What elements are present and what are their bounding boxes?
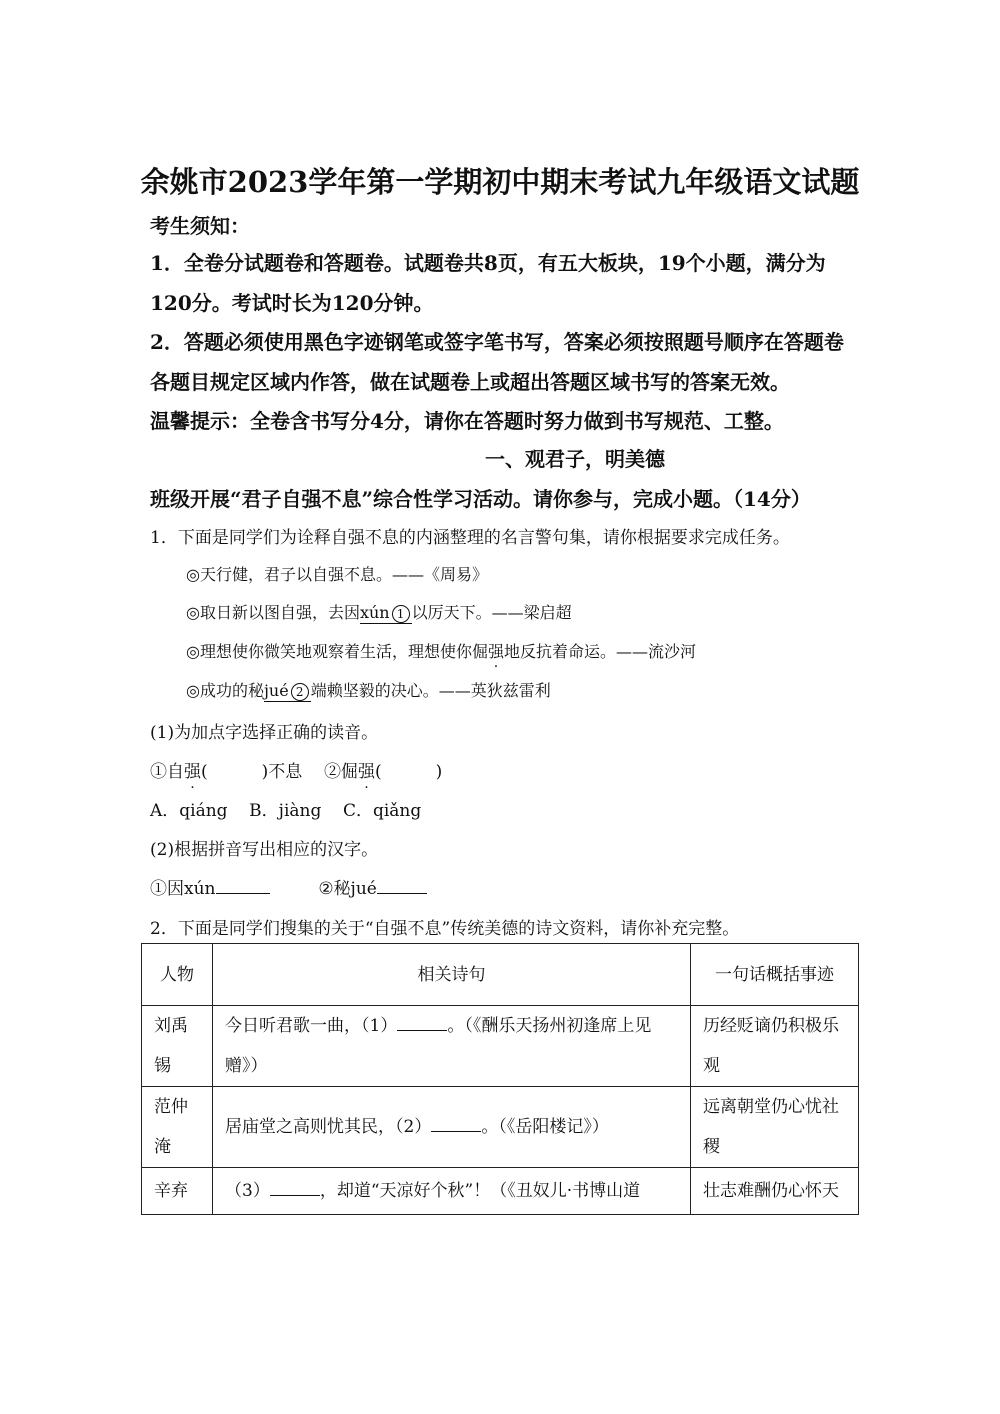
table-row	[142, 1006, 859, 1087]
poem-blank-3[interactable]	[270, 1195, 320, 1196]
summary-cell: 远离朝堂仍心忧社稷	[691, 1087, 859, 1168]
answer-blank-1[interactable]: ( )不息	[201, 762, 303, 782]
poem-text-end: 。（《岳阳楼记》）	[481, 1117, 609, 1137]
header-poem: 相关诗句	[213, 944, 691, 1006]
header-person: 人物	[142, 944, 213, 1006]
dotted-char-qiang-2: 强	[357, 762, 375, 782]
header-summary: 一句话概括事迹	[691, 944, 859, 1006]
blank-number-1: 1	[392, 605, 410, 623]
pinyin-jue: jué	[263, 681, 289, 700]
poem-cell	[213, 1087, 691, 1168]
person-cell: 刘禹锡	[142, 1006, 213, 1087]
q1-fill	[150, 874, 427, 899]
quote-3	[186, 639, 696, 662]
fill-label-xun: ①因xún	[150, 879, 216, 899]
quote-4-start: ◎成功的秘	[186, 681, 264, 700]
quote-2-start: ◎取日新以图自强，去因	[186, 603, 360, 622]
quote-2-end: 以厉天下。——梁启超	[411, 603, 572, 622]
exam-title: 余姚市2023学年第一学期初中期末考试九年级语文试题	[140, 165, 860, 199]
table-row	[142, 1087, 859, 1168]
q1-options: A．qiáng B．jiàng C．qiǎng	[150, 801, 422, 821]
quote-4-end: 端赖坚毅的决心。——英狄兹雷利	[310, 681, 551, 700]
quote-2	[186, 600, 572, 624]
notice-line-3: 2．答题必须使用黑色字迹钢笔或签字笔书写，答案必须按照题号顺序在答题卷	[150, 330, 844, 354]
table-header-row	[142, 944, 859, 1006]
fill-blank-jue[interactable]	[377, 893, 427, 894]
poem-blank-1[interactable]	[397, 1030, 447, 1031]
notice-tip: 温馨提示：全卷含书写分4分，请你在答题时努力做到书写规范、工整。	[150, 409, 784, 433]
summary-cell: 壮志难酬仍心怀天	[691, 1168, 859, 1215]
fill-label-jue: ②秘jué	[318, 879, 377, 899]
summary-cell: 历经贬谪仍积极乐观	[691, 1006, 859, 1087]
dotted-char-jiang: 强	[487, 642, 504, 661]
poem-text-end: ，却道“天凉好个秋”！（《丑奴儿·书博山道	[319, 1181, 641, 1201]
blank-number-2: 2	[291, 683, 309, 701]
poem-cell	[213, 1168, 691, 1215]
table-row	[142, 1168, 859, 1215]
text-jue: ②倔	[323, 762, 358, 782]
poem-blank-2[interactable]	[431, 1131, 481, 1132]
pinyin-xun: xún	[359, 603, 390, 622]
notice-line-4: 各题目规定区域内作答，做在试题卷上或超出答题区域书写的答案无效。	[150, 370, 790, 394]
poem-table	[141, 943, 859, 1215]
notice-line-2: 120分。考试时长为120分钟。	[150, 291, 434, 315]
person-cell: 范仲淹	[142, 1087, 213, 1168]
poem-text-start: 居庙堂之高则忧其民，（2）	[225, 1117, 432, 1137]
poem-cell	[213, 1006, 691, 1087]
q1-sub2: (2)根据拼音写出相应的汉字。	[150, 840, 379, 860]
notice-heading: 考生须知：	[150, 214, 250, 238]
dotted-char-qiang-1: 强	[184, 762, 201, 782]
blank-1	[360, 603, 412, 624]
q2-stem: 2．下面是同学们搜集的关于“自强不息”传统美德的诗文资料，请你补充完整。	[150, 919, 740, 939]
poem-text-start: （3）	[225, 1181, 270, 1201]
notice-line-1: 1．全卷分试题卷和答题卷。试题卷共8页，有五大板块，19个小题，满分为	[150, 251, 826, 275]
q1-stem: 1．下面是同学们为诠释自强不息的内涵整理的名言警句集，请你根据要求完成任务。	[150, 528, 790, 548]
q1-sub1-blanks	[150, 757, 442, 782]
section-heading: 一、观君子，明美德	[485, 447, 665, 471]
quote-3-start: ◎理想使你微笑地观察着生活，理想使你倔	[186, 642, 488, 661]
fill-blank-xun[interactable]	[216, 893, 270, 894]
q1-sub1: (1)为加点字选择正确的读音。	[150, 723, 379, 743]
person-cell: 辛弃	[142, 1168, 213, 1215]
answer-blank-2[interactable]: ( )	[374, 762, 443, 782]
text-zi: ①自	[150, 762, 184, 782]
quote-1: ◎天行健，君子以自强不息。——《周易》	[186, 565, 488, 584]
poem-text-end: 。（《酬乐天扬州初逢席上见赠》）	[225, 1016, 652, 1076]
poem-text-start: 今日听君歌一曲，（1）	[225, 1016, 398, 1036]
section-intro: 班级开展“君子自强不息”综合性学习活动。请你参与，完成小题。（14分）	[150, 487, 811, 511]
quote-3-end: 地反抗着命运。——流沙河	[503, 642, 696, 661]
blank-2	[264, 681, 311, 702]
quote-4	[186, 678, 551, 702]
